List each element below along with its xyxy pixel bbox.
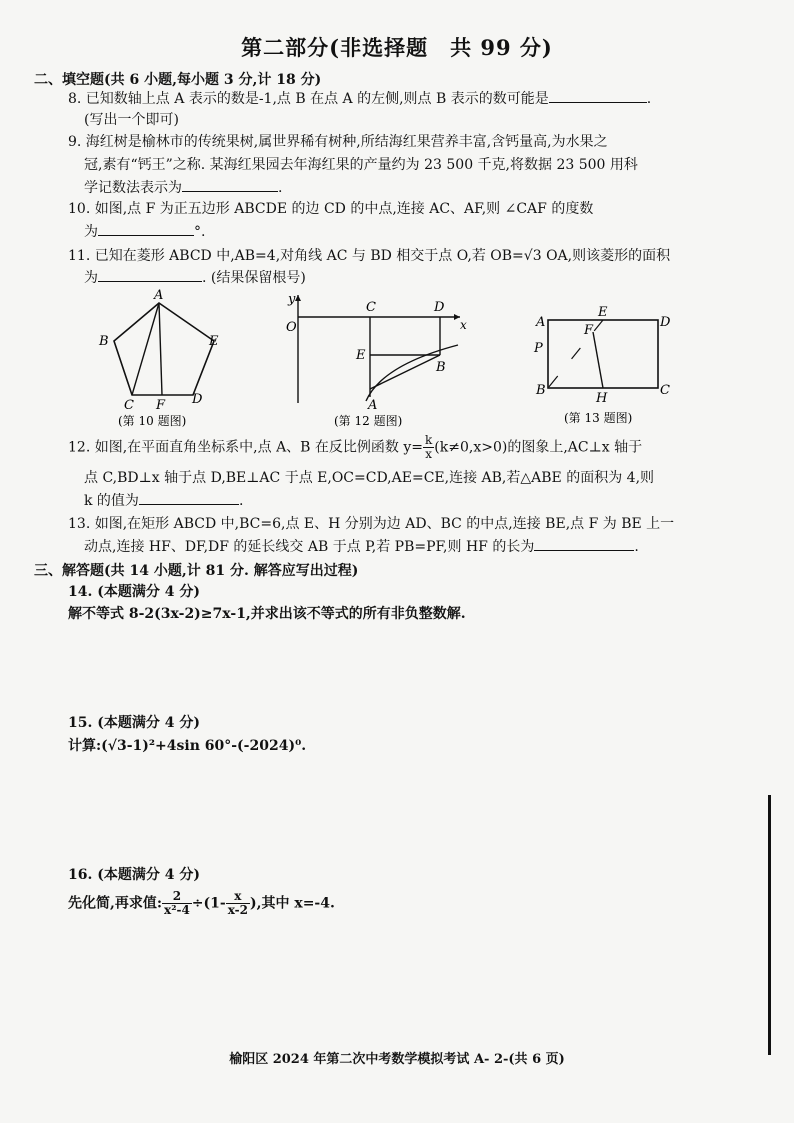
question-12-text-cont: (k≠0,x>0)的图象上,AC⊥x 轴于: [434, 439, 643, 456]
label-h: H: [596, 391, 608, 406]
label-e: E: [209, 334, 219, 349]
page-footer: 榆阳区 2024 年第二次中考数学模拟考试 A- 2-(共 6 页): [229, 1052, 565, 1067]
fraction-denominator: x-2: [227, 903, 248, 917]
question-11-text: 为: [84, 270, 98, 286]
question-9-line-1: 9. 海红树是榆林市的传统果树,属世界稀有树种,所结海红果营养丰富,含钙量高,为水果之: [68, 134, 608, 150]
label-c: C: [660, 383, 670, 398]
answer-blank: [534, 536, 634, 551]
question-13-line-2: [84, 536, 639, 558]
question-11-end: . (结果保留根号): [202, 270, 306, 286]
question-12-line-2: 点 C,BD⊥x 轴于点 D,BE⊥AC 于点 E,OC=CD,AE=CE,连接 AB,若△ABE 的面积为 4,则: [84, 470, 655, 486]
y-axis-arrow: [295, 295, 301, 301]
answer-blank: [182, 177, 278, 192]
question-12-line-1: [68, 434, 642, 461]
figure-13-caption: (第 13 题图): [564, 411, 633, 425]
label-a: A: [154, 288, 164, 303]
label-b: B: [536, 383, 546, 398]
question-9-line-2: 冠,素有“钙王”之称. 某海红果园去年海红果的产量约为 23 500 千克,将数据 23 500 用科: [84, 157, 638, 173]
label-a: A: [368, 398, 378, 413]
margin-bar: [768, 795, 771, 1055]
question-15-heading: 15. (本题满分 4 分): [68, 715, 200, 731]
segment-ac: [132, 303, 159, 395]
label-x: x: [460, 318, 467, 332]
question-12-text: 12. 如图,在平面直角坐标系中,点 A、B 在反比例函数 y=: [68, 439, 424, 456]
fraction-k-over-x: [423, 434, 434, 461]
question-14-heading: 14. (本题满分 4 分): [68, 584, 200, 600]
label-y: y: [288, 292, 296, 307]
segment-be: [548, 320, 603, 388]
question-12-end: .: [238, 493, 244, 509]
label-d: D: [660, 315, 671, 330]
label-d: D: [192, 392, 203, 407]
label-d: D: [434, 300, 445, 315]
label-o: O: [286, 320, 297, 335]
answer-blank: [139, 490, 239, 505]
label-f: F: [156, 398, 166, 413]
fraction-denominator: x²-4: [164, 903, 190, 917]
question-8-line-1: [68, 88, 651, 110]
figure-10-caption: (第 10 题图): [118, 414, 187, 428]
question-12-line-3: [84, 490, 243, 512]
question-16-heading: 16. (本题满分 4 分): [68, 867, 200, 883]
segment-af: [159, 303, 162, 395]
label-a: A: [536, 315, 546, 330]
question-16-text-end: ),其中 x=-4.: [249, 895, 335, 912]
segment-hf: [593, 332, 603, 388]
label-e: E: [356, 348, 366, 363]
question-8-text: 8. 已知数轴上点 A 表示的数是-1,点 B 在点 A 的左侧,则点 B 表示的数可能是: [68, 91, 549, 107]
section-fill-heading: 二、填空题(共 6 小题,每小题 3 分,计 18 分): [34, 72, 322, 88]
question-13-end: .: [634, 539, 639, 555]
question-9-end: .: [278, 180, 283, 196]
section-solve-heading: 三、解答题(共 14 小题,计 81 分. 解答应写出过程): [34, 563, 359, 579]
pentagon-shape: [114, 303, 214, 395]
label-b: B: [99, 334, 109, 349]
question-13-line-1: 13. 如图,在矩形 ABCD 中,BC=6,点 E、H 分别为边 AD、BC 的中点,连接 BE,点 F 为 BE 上一: [68, 516, 675, 532]
question-10-line-1: 10. 如图,点 F 为正五边形 ABCDE 的边 CD 的中点,连接 AC、AF,则 ∠CAF 的度数: [68, 201, 594, 217]
question-16-text-mid: ÷(1-: [191, 895, 226, 912]
page-title: 第二部分(非选择题 共 99 分): [241, 35, 553, 60]
figure-12: [282, 285, 482, 430]
question-13-text: 动点,连接 HF、DF,DF 的延长线交 AB 于点 P,若 PB=PF,则 HF 的长为: [84, 539, 535, 555]
answer-blank: [98, 267, 202, 282]
question-16-body: [68, 890, 335, 917]
question-12-text-end: k 的值为: [84, 493, 139, 509]
question-9-text: 学记数法表示为: [84, 180, 182, 196]
label-c: C: [366, 300, 376, 315]
fraction-2-over-x2-4: [162, 890, 192, 917]
segment-ab: [370, 355, 440, 389]
fraction-numerator: 2: [162, 890, 192, 904]
label-p: P: [534, 341, 543, 356]
question-10-text: 为: [84, 224, 98, 240]
answer-blank: [98, 221, 194, 236]
answer-blank: [549, 88, 647, 103]
fraction-numerator: x: [226, 890, 250, 904]
label-b: B: [436, 360, 446, 375]
question-8-end: .: [646, 91, 652, 107]
label-c: C: [124, 398, 134, 413]
fraction-x-over-x-2: [226, 890, 250, 917]
question-10-end: °.: [194, 224, 206, 240]
question-14-body: 解不等式 8-2(3x-2)≥7x-1,并求出该不等式的所有非负整数解.: [68, 606, 466, 622]
figure-13: [532, 300, 682, 430]
question-10-line-2: [84, 221, 205, 243]
question-15-body: 计算:(√3-1)²+4sin 60°-(-2024)⁰.: [68, 738, 307, 754]
question-11-line-1: 11. 已知在菱形 ABCD 中,AB=4,对角线 AC 与 BD 相交于点 O,若 OB=√3 OA,则该菱形的面积: [68, 248, 671, 264]
figure-12-caption: (第 12 题图): [334, 414, 403, 428]
label-f: F: [584, 323, 594, 338]
fraction-numerator: k: [425, 433, 433, 447]
fraction-denominator: x: [425, 447, 433, 461]
figure-10: [96, 285, 236, 430]
label-e: E: [598, 305, 608, 320]
question-16-text: 先化简,再求值:: [68, 895, 163, 912]
question-9-line-3: [84, 177, 282, 199]
rectangle-abcd: [548, 320, 658, 388]
question-8-line-2: (写出一个即可): [84, 112, 179, 128]
